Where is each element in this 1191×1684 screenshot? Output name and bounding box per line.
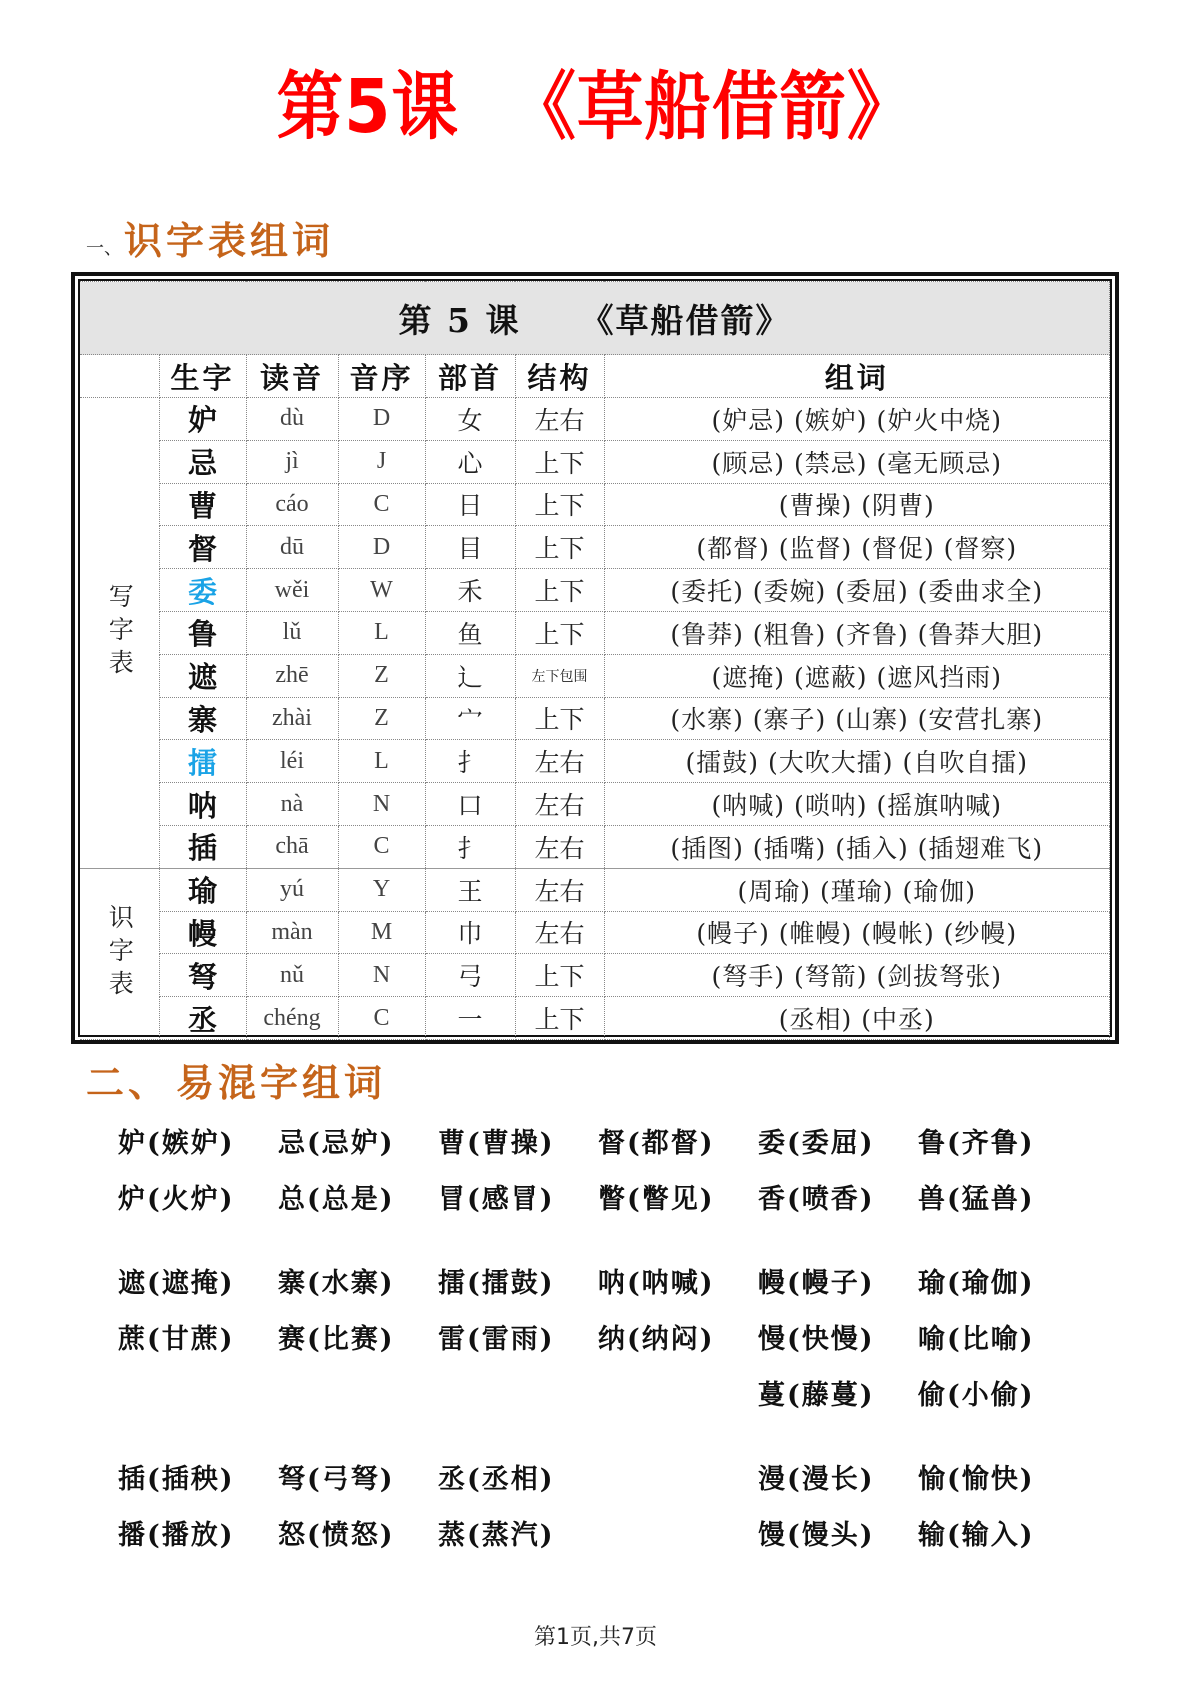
- cell-radical: 女: [425, 398, 515, 441]
- page-indicator: 第1页,共7页: [534, 1625, 657, 1650]
- header-pinyin: 读音: [246, 355, 338, 398]
- cell-words: (曹操) (阴曹): [604, 483, 1110, 526]
- cell-pinyin: wěi: [246, 569, 338, 612]
- confusable-item: 纳(纳闷): [598, 1323, 715, 1355]
- confusable-item: 瑜(瑜伽): [918, 1267, 1035, 1299]
- cell-radical: 宀: [425, 697, 515, 740]
- cell-radical: 弓: [425, 954, 515, 997]
- confusable-item: 呐(呐喊): [598, 1267, 715, 1299]
- character-table: [80, 281, 1110, 1040]
- cell-pinyin: màn: [246, 911, 338, 954]
- table-header-row: [80, 355, 1110, 398]
- confusable-item: 鲁(齐鲁): [918, 1127, 1035, 1159]
- confusable-item: 愉(愉快): [918, 1463, 1035, 1495]
- cell-pinyin: jì: [246, 440, 338, 483]
- confusable-row: [118, 1504, 1078, 1560]
- cell-pinyin: zhē: [246, 654, 338, 697]
- cell-structure: 左右: [515, 911, 604, 954]
- cell-char: 弩: [159, 954, 246, 997]
- cell-structure: 左下包围: [515, 654, 604, 697]
- cell-pinyin: chéng: [246, 997, 338, 1040]
- confusable-item: 赛(比赛): [278, 1323, 395, 1355]
- cell-words: (妒忌) (嫉妒) (妒火中烧): [604, 398, 1110, 441]
- cell-char: 督: [159, 526, 246, 569]
- table-title-name: 《草船借箭》: [580, 300, 791, 340]
- lesson-name: 《草船借箭》: [509, 64, 915, 150]
- confusable-item: 妒(嫉妒): [118, 1127, 235, 1159]
- confusable-item: 雷(雷雨): [438, 1323, 555, 1355]
- cell-structure: 上下: [515, 526, 604, 569]
- cell-char: 幔: [159, 911, 246, 954]
- cell-words: (鲁莽) (粗鲁) (齐鲁) (鲁莽大胆): [604, 611, 1110, 654]
- confusable-item: 督(都督): [598, 1127, 715, 1159]
- confusable-item: 委(委屈): [758, 1127, 875, 1159]
- cell-char: 遮: [159, 654, 246, 697]
- header-group: [80, 355, 159, 398]
- table-row: [80, 997, 1110, 1040]
- confusable-item: 总(总是): [278, 1183, 395, 1215]
- confusable-item: 馒(馒头): [758, 1519, 875, 1551]
- confusable-item: 插(插秧): [118, 1463, 235, 1495]
- table-row: [80, 398, 1110, 441]
- cell-index: J: [338, 440, 425, 483]
- cell-words: (遮掩) (遮蔽) (遮风挡雨): [604, 654, 1110, 697]
- cell-pinyin: nǔ: [246, 954, 338, 997]
- section-1-heading: [86, 210, 334, 265]
- header-radical: 部首: [425, 355, 515, 398]
- confusable-item: 擂(擂鼓): [438, 1267, 555, 1299]
- cell-pinyin: dū: [246, 526, 338, 569]
- cell-words: (顾忌) (禁忌) (毫无顾忌): [604, 440, 1110, 483]
- cell-structure: 上下: [515, 954, 604, 997]
- cell-radical: 口: [425, 783, 515, 826]
- section-2-number: 二、: [86, 1060, 171, 1105]
- confusable-item: 蔗(甘蔗): [118, 1323, 235, 1355]
- table-row: [80, 868, 1110, 911]
- section-2-title: 易混字组词: [176, 1060, 387, 1105]
- cell-radical: 扌: [425, 825, 515, 868]
- cell-index: Y: [338, 868, 425, 911]
- cell-pinyin: chā: [246, 825, 338, 868]
- section-1-title: 识字表组词: [124, 218, 335, 263]
- section-1-number: 一、: [86, 238, 122, 259]
- table-row: [80, 654, 1110, 697]
- table-row: [80, 526, 1110, 569]
- confusable-row: [118, 1112, 1078, 1168]
- table-row: [80, 825, 1110, 868]
- confusable-item: 慢(快慢): [758, 1323, 875, 1355]
- cell-index: Z: [338, 697, 425, 740]
- cell-structure: 左右: [515, 740, 604, 783]
- header-words: 组词: [604, 355, 1110, 398]
- cell-pinyin: yú: [246, 868, 338, 911]
- table-row: [80, 740, 1110, 783]
- cell-radical: 辶: [425, 654, 515, 697]
- cell-index: C: [338, 825, 425, 868]
- cell-char: 丞: [159, 997, 246, 1040]
- cell-char: 寨: [159, 697, 246, 740]
- cell-words: (弩手) (弩箭) (剑拔弩张): [604, 954, 1110, 997]
- cell-words: (幔子) (帷幔) (幔帐) (纱幔): [604, 911, 1110, 954]
- cell-char: 插: [159, 825, 246, 868]
- table-row: [80, 569, 1110, 612]
- group-label: 写字表: [80, 398, 159, 869]
- cell-char: 鲁: [159, 611, 246, 654]
- cell-char: 委: [159, 569, 246, 612]
- table-row: [80, 783, 1110, 826]
- confusable-item: 怒(愤怒): [278, 1519, 395, 1551]
- confusable-item: 忌(忌妒): [278, 1127, 395, 1159]
- confusable-item: 丞(丞相): [438, 1463, 555, 1495]
- table-row: [80, 611, 1110, 654]
- cell-pinyin: lǔ: [246, 611, 338, 654]
- confusable-item: 蔓(藤蔓): [758, 1379, 875, 1411]
- table-row: [80, 697, 1110, 740]
- cell-index: Z: [338, 654, 425, 697]
- cell-words: (委托) (委婉) (委屈) (委曲求全): [604, 569, 1110, 612]
- cell-words: (都督) (监督) (督促) (督察): [604, 526, 1110, 569]
- cell-structure: 上下: [515, 440, 604, 483]
- table-row: [80, 954, 1110, 997]
- confusable-item: 幔(幔子): [758, 1267, 875, 1299]
- table-title-row: [80, 282, 1110, 355]
- cell-radical: 禾: [425, 569, 515, 612]
- cell-structure: 上下: [515, 997, 604, 1040]
- confusable-row: [118, 1252, 1078, 1308]
- confusable-item: 偷(小偷): [918, 1379, 1035, 1411]
- table-title: [80, 282, 1110, 355]
- confusable-item: 瞥(瞥见): [598, 1183, 715, 1215]
- cell-char: 擂: [159, 740, 246, 783]
- cell-structure: 左右: [515, 398, 604, 441]
- cell-radical: 心: [425, 440, 515, 483]
- confusable-item: 漫(漫长): [758, 1463, 875, 1495]
- cell-pinyin: dù: [246, 398, 338, 441]
- table-row: [80, 440, 1110, 483]
- cell-radical: 一: [425, 997, 515, 1040]
- confusable-item: 香(喷香): [758, 1183, 875, 1215]
- cell-words: (擂鼓) (大吹大擂) (自吹自擂): [604, 740, 1110, 783]
- cell-structure: 上下: [515, 697, 604, 740]
- cell-pinyin: nà: [246, 783, 338, 826]
- cell-index: W: [338, 569, 425, 612]
- table-title-lesson: 第 5 课: [398, 300, 521, 340]
- cell-char: 瑜: [159, 868, 246, 911]
- confusable-item: 蒸(蒸汽): [438, 1519, 555, 1551]
- confusable-item: 兽(猛兽): [918, 1183, 1035, 1215]
- cell-words: (插图) (插嘴) (插入) (插翅难飞): [604, 825, 1110, 868]
- confusable-row: [118, 1448, 1078, 1504]
- lesson-number: 第5课: [276, 64, 459, 150]
- confusable-item: 冒(感冒): [438, 1183, 555, 1215]
- table-row: [80, 911, 1110, 954]
- cell-char: 妒: [159, 398, 246, 441]
- cell-words: (呐喊) (唢呐) (摇旗呐喊): [604, 783, 1110, 826]
- confusable-words-grid: [118, 1112, 1078, 1560]
- cell-index: L: [338, 740, 425, 783]
- cell-pinyin: zhài: [246, 697, 338, 740]
- cell-radical: 王: [425, 868, 515, 911]
- cell-structure: 左右: [515, 783, 604, 826]
- cell-pinyin: cáo: [246, 483, 338, 526]
- cell-radical: 目: [425, 526, 515, 569]
- group-label: 识字表: [80, 868, 159, 1039]
- cell-radical: 扌: [425, 740, 515, 783]
- cell-radical: 日: [425, 483, 515, 526]
- cell-pinyin: léi: [246, 740, 338, 783]
- cell-index: L: [338, 611, 425, 654]
- cell-char: 忌: [159, 440, 246, 483]
- cell-structure: 上下: [515, 569, 604, 612]
- confusable-row: [118, 1308, 1078, 1364]
- character-table-frame: [71, 272, 1119, 1044]
- cell-words: (周瑜) (瑾瑜) (瑜伽): [604, 868, 1110, 911]
- confusable-item: 弩(弓弩): [278, 1463, 395, 1495]
- cell-index: N: [338, 783, 425, 826]
- section-2-heading: [86, 1052, 386, 1107]
- cell-structure: 上下: [515, 483, 604, 526]
- confusable-row: [118, 1364, 1078, 1420]
- cell-index: M: [338, 911, 425, 954]
- cell-radical: 巾: [425, 911, 515, 954]
- table-row: [80, 483, 1110, 526]
- cell-char: 呐: [159, 783, 246, 826]
- cell-index: N: [338, 954, 425, 997]
- cell-structure: 上下: [515, 611, 604, 654]
- cell-char: 曹: [159, 483, 246, 526]
- cell-radical: 鱼: [425, 611, 515, 654]
- confusable-item: 炉(火炉): [118, 1183, 235, 1215]
- confusable-row: [118, 1168, 1078, 1224]
- cell-index: D: [338, 398, 425, 441]
- page-title: [60, 48, 1132, 154]
- cell-words: (丞相) (中丞): [604, 997, 1110, 1040]
- confusable-item: 播(播放): [118, 1519, 235, 1551]
- cell-words: (水寨) (寨子) (山寨) (安营扎寨): [604, 697, 1110, 740]
- cell-index: D: [338, 526, 425, 569]
- cell-structure: 左右: [515, 868, 604, 911]
- confusable-item: 曹(曹操): [438, 1127, 555, 1159]
- confusable-item: 寨(水寨): [278, 1267, 395, 1299]
- header-index: 音序: [338, 355, 425, 398]
- confusable-item: 遮(遮掩): [118, 1267, 235, 1299]
- cell-index: C: [338, 483, 425, 526]
- cell-index: C: [338, 997, 425, 1040]
- header-char: 生字: [159, 355, 246, 398]
- cell-structure: 左右: [515, 825, 604, 868]
- header-structure: 结构: [515, 355, 604, 398]
- confusable-item: 喻(比喻): [918, 1323, 1035, 1355]
- confusable-item: 输(输入): [918, 1519, 1035, 1551]
